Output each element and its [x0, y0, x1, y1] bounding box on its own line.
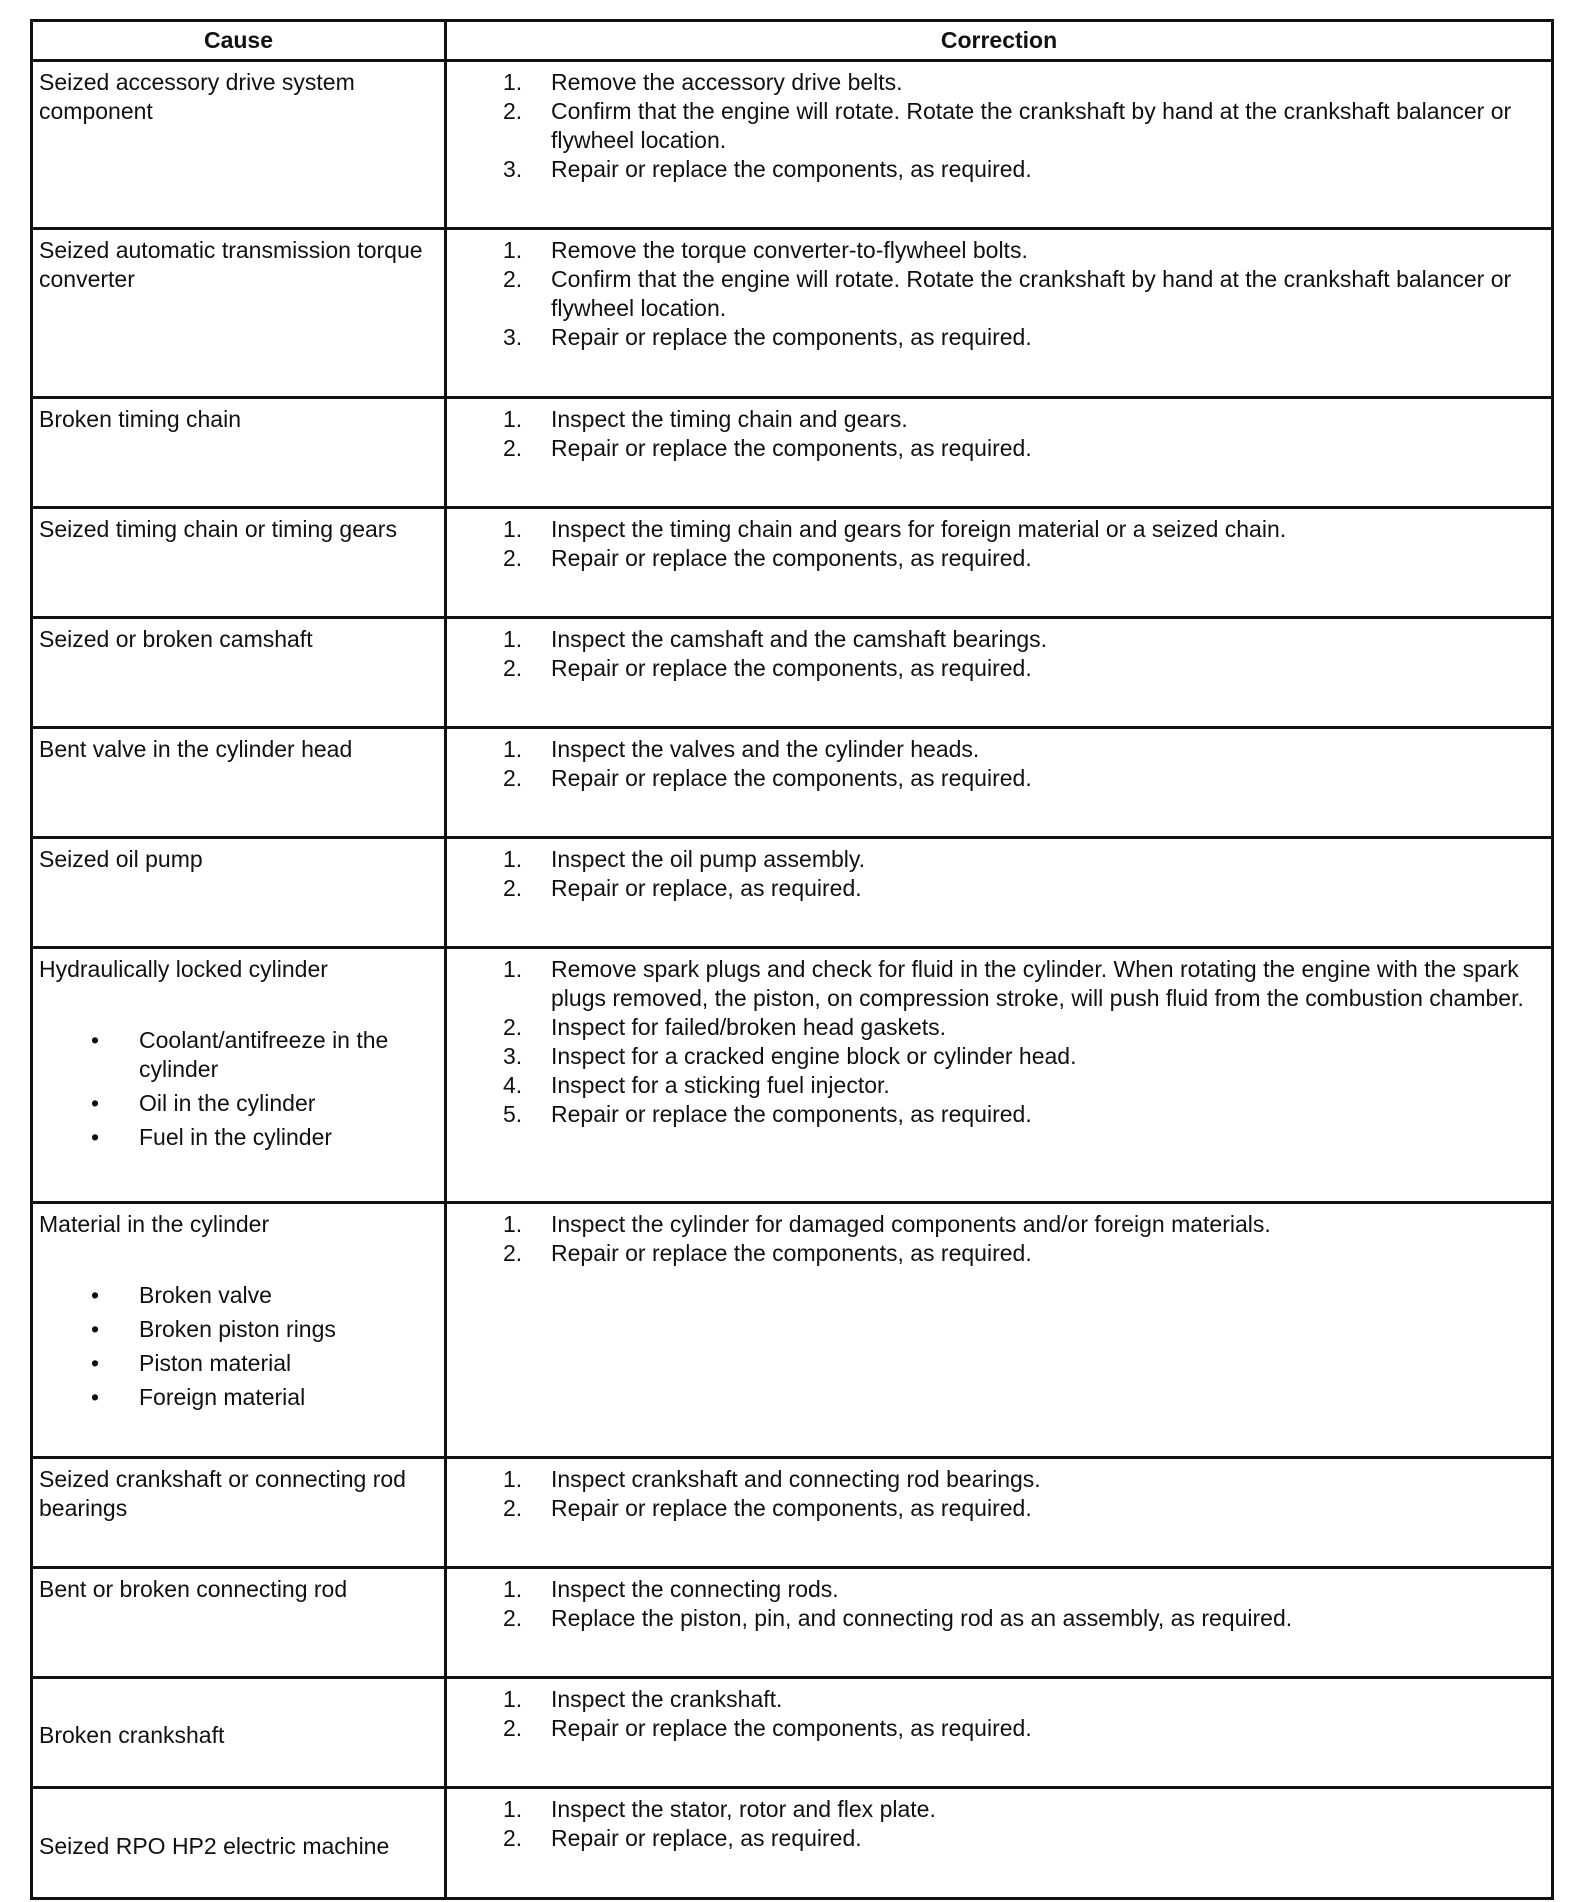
correction-step — [447, 1685, 1547, 1714]
step-text: Repair or replace the components, as required. — [551, 655, 1032, 681]
table-row — [32, 1203, 1553, 1458]
step-text: Remove the torque converter-to-flywheel bolts. — [551, 237, 1028, 263]
step-number: 2. — [503, 655, 523, 681]
correction-step — [447, 236, 1547, 265]
step-number: 1. — [503, 846, 523, 872]
step-text: Repair or replace the components, as required. — [551, 765, 1032, 791]
step-number: 2. — [503, 875, 523, 901]
step-text: Inspect the stator, rotor and flex plate. — [551, 1796, 936, 1822]
bullet-icon: • — [91, 1027, 100, 1053]
table-row — [32, 229, 1553, 398]
correction-step — [447, 1210, 1547, 1239]
correction-step — [447, 955, 1547, 1013]
header-cause: Cause — [32, 21, 446, 61]
cause-bullet-item — [39, 1089, 438, 1118]
step-text: Repair or replace the components, as required. — [551, 324, 1032, 350]
step-text: Repair or replace the components, as required. — [551, 1101, 1032, 1127]
table-row — [32, 1678, 1553, 1788]
bullet-icon: • — [91, 1316, 100, 1342]
table-row — [32, 838, 1553, 948]
correction-steps — [447, 236, 1547, 352]
cause-cell — [32, 948, 446, 1203]
correction-step — [447, 405, 1547, 434]
bullet-text: Coolant/antifreeze in the cylinder — [139, 1027, 389, 1082]
step-text: Inspect the timing chain and gears for foreign material or a seized chain. — [551, 516, 1287, 542]
cause-text: Seized accessory drive system component — [39, 69, 355, 124]
cause-text: Seized crankshaft or connecting rod bearings — [39, 1466, 406, 1521]
correction-steps — [447, 1575, 1547, 1633]
correction-step — [447, 1824, 1547, 1853]
table-row — [32, 61, 1553, 229]
correction-steps — [447, 625, 1547, 683]
step-number: 1. — [503, 626, 523, 652]
cause-text: Material in the cylinder — [39, 1211, 270, 1237]
step-text: Inspect for failed/broken head gaskets. — [551, 1014, 947, 1040]
correction-step — [447, 1013, 1547, 1042]
correction-step — [447, 1071, 1547, 1100]
bullet-icon: • — [91, 1350, 100, 1376]
step-number: 2. — [503, 435, 523, 461]
step-text: Repair or replace the components, as required. — [551, 156, 1032, 182]
correction-steps — [447, 1795, 1547, 1853]
correction-step — [447, 1100, 1547, 1129]
step-text: Repair or replace the components, as required. — [551, 1240, 1032, 1266]
correction-step — [447, 68, 1547, 97]
table-row — [32, 1788, 1553, 1899]
step-text: Inspect the oil pump assembly. — [551, 846, 866, 872]
correction-step — [447, 1795, 1547, 1824]
correction-step — [447, 323, 1547, 352]
cause-cell — [32, 1458, 446, 1568]
step-number: 1. — [503, 1576, 523, 1602]
step-number: 2. — [503, 98, 523, 124]
step-text: Repair or replace, as required. — [551, 1825, 862, 1851]
bullet-icon: • — [91, 1124, 100, 1150]
step-number: 1. — [503, 406, 523, 432]
step-number: 1. — [503, 1686, 523, 1712]
correction-cell — [446, 728, 1553, 838]
correction-steps — [447, 1465, 1547, 1523]
cause-text: Broken crankshaft — [39, 1722, 225, 1748]
step-number: 1. — [503, 956, 523, 982]
correction-step — [447, 97, 1547, 155]
step-number: 2. — [503, 1825, 523, 1851]
step-number: 5. — [503, 1101, 523, 1127]
step-text: Inspect the timing chain and gears. — [551, 406, 908, 432]
table-body — [32, 61, 1553, 1899]
cause-text: Bent or broken connecting rod — [39, 1576, 348, 1602]
cause-text: Seized automatic transmission torque converter — [39, 237, 423, 292]
cause-cell — [32, 618, 446, 728]
correction-step — [447, 625, 1547, 654]
correction-cell — [446, 1788, 1553, 1899]
correction-step — [447, 515, 1547, 544]
cause-text: Hydraulically locked cylinder — [39, 956, 328, 982]
correction-cell — [446, 618, 1553, 728]
step-text: Confirm that the engine will rotate. Rotate the crankshaft by hand at the crankshaft balancer or flywheel location. — [551, 98, 1512, 153]
correction-steps — [447, 1210, 1547, 1268]
step-text: Inspect the crankshaft. — [551, 1686, 783, 1712]
step-text: Inspect for a cracked engine block or cylinder head. — [551, 1043, 1077, 1069]
correction-step — [447, 1714, 1547, 1743]
bullet-text: Piston material — [139, 1350, 292, 1376]
correction-step — [447, 845, 1547, 874]
step-number: 2. — [503, 1715, 523, 1741]
correction-step — [447, 544, 1547, 573]
step-number: 1. — [503, 736, 523, 762]
step-text: Inspect for a sticking fuel injector. — [551, 1072, 890, 1098]
correction-steps — [447, 405, 1547, 463]
cause-bullet-list — [39, 1281, 438, 1412]
cause-bullet-item — [39, 1026, 438, 1084]
correction-step — [447, 1042, 1547, 1071]
correction-steps — [447, 955, 1547, 1129]
step-text: Repair or replace the components, as required. — [551, 1495, 1032, 1521]
step-text: Repair or replace the components, as required. — [551, 435, 1032, 461]
correction-step — [447, 155, 1547, 184]
step-number: 2. — [503, 266, 523, 292]
cause-cell — [32, 1788, 446, 1899]
bullet-text: Fuel in the cylinder — [139, 1124, 333, 1150]
bullet-text: Oil in the cylinder — [139, 1090, 316, 1116]
cause-bullet-item — [39, 1281, 438, 1310]
cause-text: Seized timing chain or timing gears — [39, 516, 397, 542]
cause-text: Seized or broken camshaft — [39, 626, 313, 652]
step-number: 3. — [503, 324, 523, 350]
step-number: 3. — [503, 1043, 523, 1069]
cause-cell — [32, 398, 446, 508]
bullet-text: Foreign material — [139, 1384, 306, 1410]
step-text: Inspect the valves and the cylinder heads. — [551, 736, 980, 762]
bullet-icon: • — [91, 1384, 100, 1410]
correction-cell — [446, 1568, 1553, 1678]
correction-step — [447, 1494, 1547, 1523]
cause-bullet-item — [39, 1123, 438, 1152]
correction-cell — [446, 398, 1553, 508]
cause-cell — [32, 1203, 446, 1458]
correction-step — [447, 265, 1547, 323]
correction-cell — [446, 838, 1553, 948]
step-number: 1. — [503, 1466, 523, 1492]
cause-bullet-item — [39, 1383, 438, 1412]
step-number: 1. — [503, 69, 523, 95]
cause-text: Bent valve in the cylinder head — [39, 736, 353, 762]
table-row — [32, 948, 1553, 1203]
correction-steps — [447, 515, 1547, 573]
step-number: 2. — [503, 1495, 523, 1521]
cause-bullet-item — [39, 1315, 438, 1344]
cause-text: Broken timing chain — [39, 406, 241, 432]
step-text: Repair or replace the components, as required. — [551, 545, 1032, 571]
cause-cell — [32, 838, 446, 948]
cause-cell — [32, 1568, 446, 1678]
table-header-row — [32, 21, 1553, 61]
correction-cell — [446, 61, 1553, 229]
correction-cell — [446, 1678, 1553, 1788]
cause-text: Seized RPO HP2 electric machine — [39, 1832, 390, 1859]
cause-cell — [32, 1678, 446, 1788]
bullet-text: Broken valve — [139, 1282, 272, 1308]
correction-cell — [446, 1458, 1553, 1568]
diagnostic-table — [30, 19, 1554, 1900]
correction-step — [447, 434, 1547, 463]
correction-step — [447, 1239, 1547, 1268]
step-number: 1. — [503, 1796, 523, 1822]
correction-cell — [446, 229, 1553, 398]
step-number: 2. — [503, 1240, 523, 1266]
cause-text: Seized oil pump — [39, 846, 203, 872]
step-text: Replace the piston, pin, and connecting rod as an assembly, as required. — [551, 1605, 1293, 1631]
cause-cell — [32, 229, 446, 398]
correction-cell — [446, 1203, 1553, 1458]
correction-step — [447, 874, 1547, 903]
step-text: Remove spark plugs and check for fluid in the cylinder. When rotating the engine with the spark plugs removed, the piston, on compression stroke, will push fluid from the combustion chamber. — [551, 956, 1524, 1011]
step-number: 4. — [503, 1072, 523, 1098]
cause-bullet-item — [39, 1349, 438, 1378]
step-number: 2. — [503, 545, 523, 571]
step-text: Inspect crankshaft and connecting rod bearings. — [551, 1466, 1041, 1492]
step-text: Repair or replace the components, as required. — [551, 1715, 1032, 1741]
correction-step — [447, 764, 1547, 793]
correction-step — [447, 654, 1547, 683]
step-text: Confirm that the engine will rotate. Rotate the crankshaft by hand at the crankshaft balancer or flywheel location. — [551, 266, 1512, 321]
table-row — [32, 1458, 1553, 1568]
correction-steps — [447, 1685, 1547, 1743]
cause-bullet-list — [39, 1026, 438, 1152]
table-row — [32, 508, 1553, 618]
correction-cell — [446, 948, 1553, 1203]
step-number: 2. — [503, 765, 523, 791]
cause-cell — [32, 508, 446, 618]
correction-step — [447, 1604, 1547, 1633]
step-number: 1. — [503, 516, 523, 542]
step-number: 3. — [503, 156, 523, 182]
step-number: 1. — [503, 1211, 523, 1237]
step-number: 2. — [503, 1014, 523, 1040]
step-text: Repair or replace, as required. — [551, 875, 862, 901]
correction-step — [447, 735, 1547, 764]
bullet-icon: • — [91, 1090, 100, 1116]
cause-cell — [32, 728, 446, 838]
table-row — [32, 618, 1553, 728]
step-text: Inspect the cylinder for damaged components and/or foreign materials. — [551, 1211, 1271, 1237]
bullet-icon: • — [91, 1282, 100, 1308]
cause-cell — [32, 61, 446, 229]
step-number: 1. — [503, 237, 523, 263]
bullet-text: Broken piston rings — [139, 1316, 336, 1342]
correction-step — [447, 1465, 1547, 1494]
header-correction: Correction — [446, 21, 1553, 61]
correction-steps — [447, 68, 1547, 184]
step-text: Inspect the connecting rods. — [551, 1576, 839, 1602]
correction-steps — [447, 735, 1547, 793]
table-row — [32, 728, 1553, 838]
step-text: Inspect the camshaft and the camshaft bearings. — [551, 626, 1048, 652]
correction-cell — [446, 508, 1553, 618]
table-row — [32, 398, 1553, 508]
step-number: 2. — [503, 1605, 523, 1631]
correction-steps — [447, 845, 1547, 903]
correction-step — [447, 1575, 1547, 1604]
step-text: Remove the accessory drive belts. — [551, 69, 903, 95]
table-row — [32, 1568, 1553, 1678]
